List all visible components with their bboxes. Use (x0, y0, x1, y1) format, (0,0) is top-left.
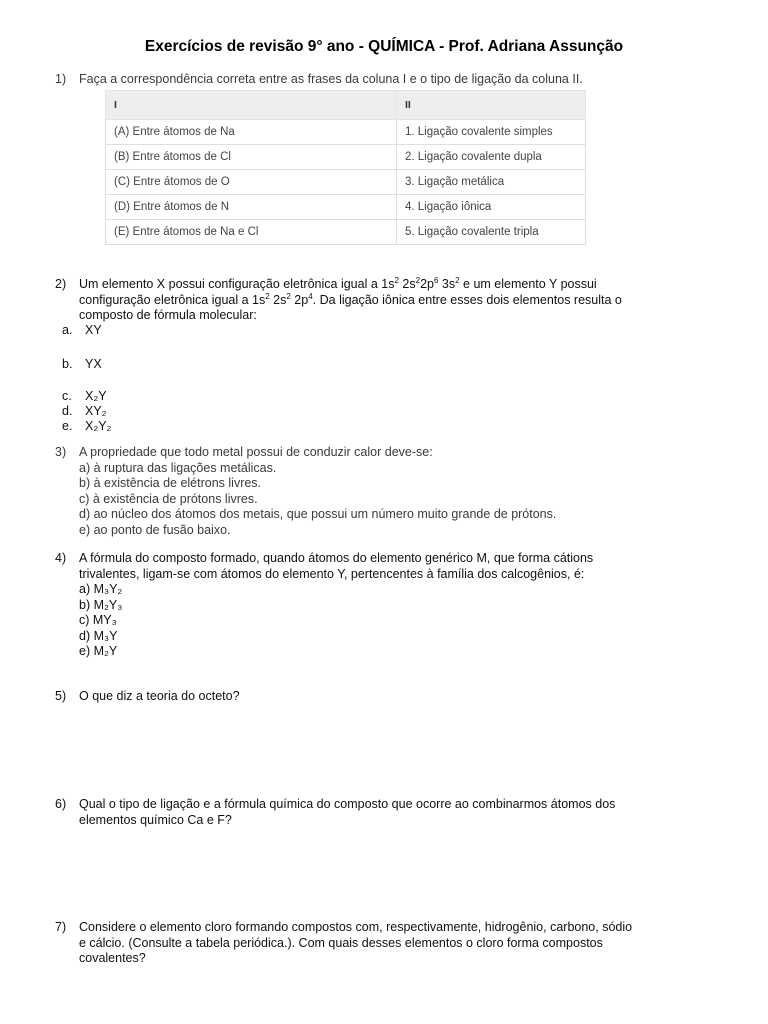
superscript: 6 (433, 275, 439, 285)
option-value: X₂Y (85, 389, 107, 403)
question-prompt: trivalentes, ligam-se com átomos do elemento Y, pertencentes à família dos calcogênios, é: (79, 566, 585, 581)
question-prompt: elementos químico Ca e F? (79, 812, 232, 827)
option-item: d) ao núcleo dos átomos dos metais, que possui um número muito grande de prótons. (79, 507, 557, 521)
option-item: b) à existência de elétrons livres. (79, 476, 262, 490)
option-item: d) M₃Y (79, 628, 118, 643)
superscript: 2 (265, 291, 270, 301)
page-title: Exercícios de revisão 9° ano - QUÍMICA - Prof. Adriana Assunção (144, 38, 624, 55)
option-value: YX (85, 357, 102, 371)
question-text: O que diz a teoria do octeto? (79, 689, 240, 703)
text-segment: 2s (269, 292, 287, 307)
question-text (79, 277, 709, 324)
column-header-i: I (106, 91, 397, 120)
text-segment: 3s (438, 277, 456, 291)
table-cell: 1. Ligação covalente simples (397, 120, 586, 145)
text-segment: composto de fórmula molecular: (79, 308, 257, 322)
superscript: 2 (286, 291, 291, 301)
text-segment: 2p (420, 277, 434, 291)
question-prompt: covalentes? (79, 951, 146, 965)
question-prompt: Considere o elemento cloro formando compostos com, respectivamente, hidrogênio, carbono, sódio (79, 920, 633, 934)
text-segment: 2p (290, 292, 309, 307)
table-row (106, 145, 586, 170)
question-text: Faça a correspondência correta entre as frases da coluna I e o tipo de ligação da coluna II. (79, 72, 583, 86)
text-segment: Um elemento X possui configuração eletrônica igual a 1s (79, 277, 395, 291)
text-segment: . Da ligação iônica entre esses dois elementos resulta o (312, 292, 622, 307)
question-number: 7) (55, 920, 67, 934)
option-letter: b. (62, 357, 73, 371)
superscript: 2 (415, 275, 421, 285)
matching-table (105, 90, 586, 245)
table-cell: (D) Entre átomos de N (106, 195, 397, 220)
text-segment: configuração eletrônica igual a 1s (79, 292, 266, 307)
text-segment: 2s (398, 277, 416, 291)
table-row (106, 120, 586, 145)
table-cell: 3. Ligação metálica (397, 170, 586, 195)
question-prompt: A propriedade que todo metal possui de conduzir calor deve-se: (79, 445, 433, 459)
superscript: 4 (308, 291, 313, 301)
option-item: e) M₂Y (79, 644, 118, 658)
question-prompt: A fórmula do composto formado, quando átomos do elemento genérico M, que forma cátions (79, 551, 594, 565)
option-value: X₂Y₂ (85, 419, 112, 433)
option-item: b) M₂Y₃ (79, 597, 123, 612)
question-text (79, 920, 709, 967)
table-header-row (106, 91, 586, 120)
table-cell: (C) Entre átomos de O (106, 170, 397, 195)
question-prompt: e cálcio. (Consulte a tabela periódica.). Com quais desses elementos o cloro forma compostos (79, 935, 603, 950)
question-number: 2) (55, 277, 67, 291)
question-number: 3) (55, 445, 67, 459)
table-cell: 2. Ligação covalente dupla (397, 145, 586, 170)
option-item: a) à ruptura das ligações metálicas. (79, 460, 277, 475)
table-cell: 5. Ligação covalente tripla (397, 220, 586, 245)
question-text (79, 551, 709, 660)
option-item: c) MY₃ (79, 613, 117, 627)
table-row (106, 195, 586, 220)
option-letter: d. (62, 404, 73, 418)
table-row (106, 220, 586, 245)
option-letter: e. (62, 419, 73, 433)
table-cell: (A) Entre átomos de Na (106, 120, 397, 145)
question-number: 6) (55, 797, 67, 811)
table-cell: (B) Entre átomos de Cl (106, 145, 397, 170)
column-header-ii: II (397, 91, 586, 120)
option-item: c) à existência de prótons livres. (79, 491, 258, 506)
table-row (106, 170, 586, 195)
table-cell: (E) Entre átomos de Na e Cl (106, 220, 397, 245)
option-letter: c. (62, 389, 72, 403)
option-value: XY₂ (85, 404, 107, 418)
text-segment: e um elemento Y possui (463, 277, 597, 291)
superscript: 2 (394, 275, 399, 285)
question-number: 5) (55, 689, 67, 703)
question-number: 4) (55, 551, 67, 565)
option-item: e) ao ponto de fusão baixo. (79, 522, 231, 537)
question-number: 1) (55, 72, 67, 86)
table-cell: 4. Ligação iônica (397, 195, 586, 220)
question-text (79, 797, 709, 828)
superscript: 2 (455, 275, 460, 285)
option-value: XY (85, 323, 102, 337)
option-letter: a. (62, 323, 73, 337)
question-text (79, 445, 709, 538)
question-prompt: Qual o tipo de ligação e a fórmula química do composto que ocorre ao combinarmos átomos dos (79, 797, 616, 811)
option-item: a) M₃Y₂ (79, 582, 123, 596)
